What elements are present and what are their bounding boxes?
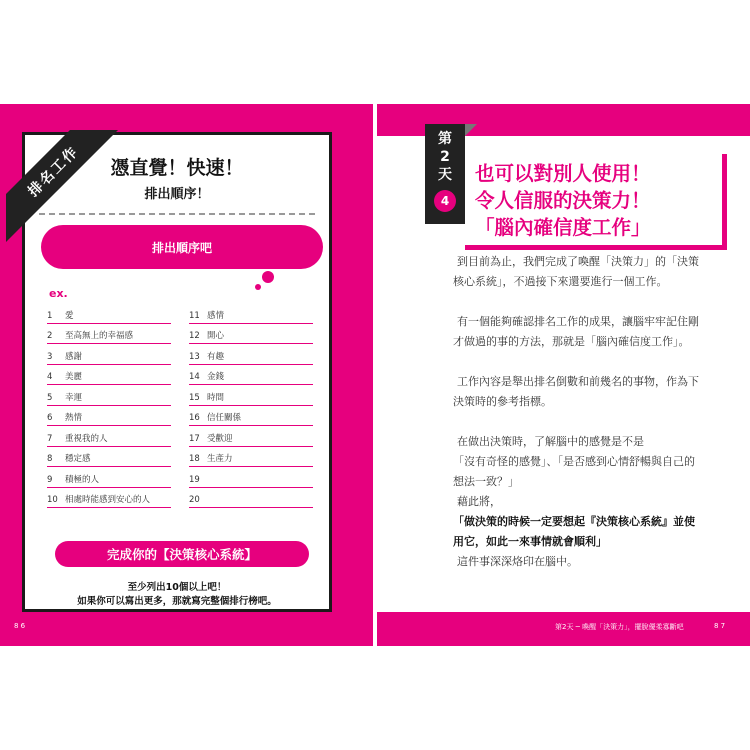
day-label-3: 天 (438, 167, 452, 183)
list-item (189, 488, 313, 509)
body-line: 核心系統」，不過接下來還要進行一個工作。 (453, 275, 668, 288)
rank-number: 1 (47, 310, 53, 321)
rank-number: 17 (189, 433, 200, 444)
rank-number: 4 (47, 372, 53, 382)
rank-text: 生產力 (207, 454, 233, 464)
instruction-note-1: 至少列出10個以上吧！ (127, 582, 227, 593)
bubble-tail-dot-small (255, 284, 261, 290)
list-item (189, 385, 313, 406)
speech-bubble: 排出順序吧 (41, 225, 323, 269)
list-item (189, 426, 313, 447)
rank-number: 11 (189, 310, 200, 321)
list-item (47, 406, 171, 427)
rank-text: 熱情 (65, 413, 83, 423)
rank-number: 3 (47, 351, 53, 362)
rank-text: 美麗 (65, 372, 83, 382)
rank-text: 重視我的人 (65, 433, 108, 444)
body-line: 想法一致？」 (453, 475, 519, 488)
emphasis-line: 「做決策的時候一定要想起『決策核心系統』並使 (453, 515, 695, 528)
rank-number: 16 (189, 413, 200, 423)
rank-number: 13 (189, 351, 200, 362)
rank-text: 積極的人 (65, 474, 100, 485)
list-item (47, 303, 171, 324)
rank-text: 有趣 (207, 351, 225, 362)
card-subtitle: 排出順序！ (144, 187, 210, 202)
rank-text: 至高無上的幸福感 (65, 331, 134, 341)
rank-text: 穩定感 (65, 454, 91, 464)
body-line: 「沒有奇怪的感覺」、「是否感到心情舒暢與自己的 (453, 455, 695, 468)
list-item (47, 447, 171, 468)
ribbon-label: 排名工作 (6, 130, 125, 243)
bubble-tail-dot (262, 271, 274, 283)
right-page (377, 104, 750, 646)
card-title: 憑直覺！快速！ (110, 157, 244, 179)
list-item (47, 365, 171, 386)
rank-text: 感謝 (65, 351, 83, 362)
rank-number: 2 (47, 331, 53, 341)
list-item (47, 385, 171, 406)
body-line: 才做過的事的方法，那就是「腦內確信度工作」。 (453, 335, 690, 348)
list-item (47, 488, 171, 509)
body-line: 工作內容是舉出排名倒數和前幾名的事物，作為下 (457, 375, 699, 388)
list-item (47, 324, 171, 345)
instruction-note-2: 如果你可以寫出更多，那就寫完整個排行榜吧。 (77, 596, 277, 607)
rank-text: 時間 (207, 392, 225, 403)
list-item (189, 344, 313, 365)
body-line: 決策時的參考指標。 (453, 395, 552, 408)
section-title-box (465, 154, 727, 250)
rank-number: 20 (189, 495, 200, 505)
body-line: 這件事深深烙印在腦中。 (457, 555, 578, 568)
list-item (189, 467, 313, 488)
rank-number: 8 (47, 454, 53, 464)
emphasis-line: 用它，如此一來事情就會順利」 (453, 535, 607, 548)
rank-number: 14 (189, 372, 200, 382)
example-label: ex. (49, 287, 68, 300)
complete-system-banner: 完成你的【決策核心系統】 (55, 541, 309, 567)
body-line: 藉此將， (457, 495, 501, 508)
list-item (47, 426, 171, 447)
rank-text: 相處時能感到安心的人 (65, 495, 151, 505)
list-item (189, 324, 313, 345)
body-line: 在做出決策時，了解腦中的感覺是不是 (457, 435, 644, 448)
rank-number: 12 (189, 331, 200, 341)
rank-text: 愛 (65, 310, 74, 321)
section-title-line-2: 令人信服的決策力！ (475, 189, 651, 212)
rank-text: 幸運 (65, 392, 83, 403)
rank-number: 10 (47, 495, 58, 505)
ranking-list-right (189, 303, 313, 508)
rank-number: 6 (47, 413, 53, 423)
running-footer: 第2天 ─ 喚醒「決策力」，擺脫優柔寡斷吧 (555, 623, 684, 631)
day-label-2: 2 (440, 149, 450, 165)
corner-ribbon (6, 130, 126, 250)
body-line: 到目前為止，我們完成了喚醒「決策力」的「決策 (457, 255, 699, 268)
list-item (47, 344, 171, 365)
page-number-left: 8 6 (14, 622, 26, 630)
rank-number: 7 (47, 433, 53, 444)
list-item (189, 447, 313, 468)
list-item (189, 406, 313, 427)
day-marker (425, 124, 465, 224)
page-number-right: 8 7 (714, 622, 726, 630)
ranking-list-left (47, 303, 171, 508)
rank-text: 感情 (207, 310, 225, 321)
left-page (0, 104, 373, 646)
rank-text: 金錢 (207, 372, 225, 382)
rank-number: 19 (189, 474, 200, 485)
section-title-line-1: 也可以對別人使用！ (475, 162, 651, 185)
body-line: 有一個能夠確認排名工作的成果，讓腦牢牢記住剛 (457, 315, 699, 328)
section-number-badge: 4 (434, 190, 456, 212)
rank-text: 受歡迎 (207, 433, 233, 444)
list-item (189, 303, 313, 324)
rank-number: 9 (47, 474, 53, 485)
ribbon-fold (465, 124, 477, 136)
section-title-line-3: 「腦內確信度工作」 (475, 216, 651, 239)
rank-number: 18 (189, 454, 200, 464)
list-item (47, 467, 171, 488)
rank-number: 5 (47, 392, 53, 403)
rank-number: 15 (189, 392, 200, 403)
rank-text: 開心 (207, 331, 225, 341)
rank-text: 信任關係 (207, 413, 242, 423)
day-label-1: 第 (438, 131, 452, 147)
list-item (189, 365, 313, 386)
